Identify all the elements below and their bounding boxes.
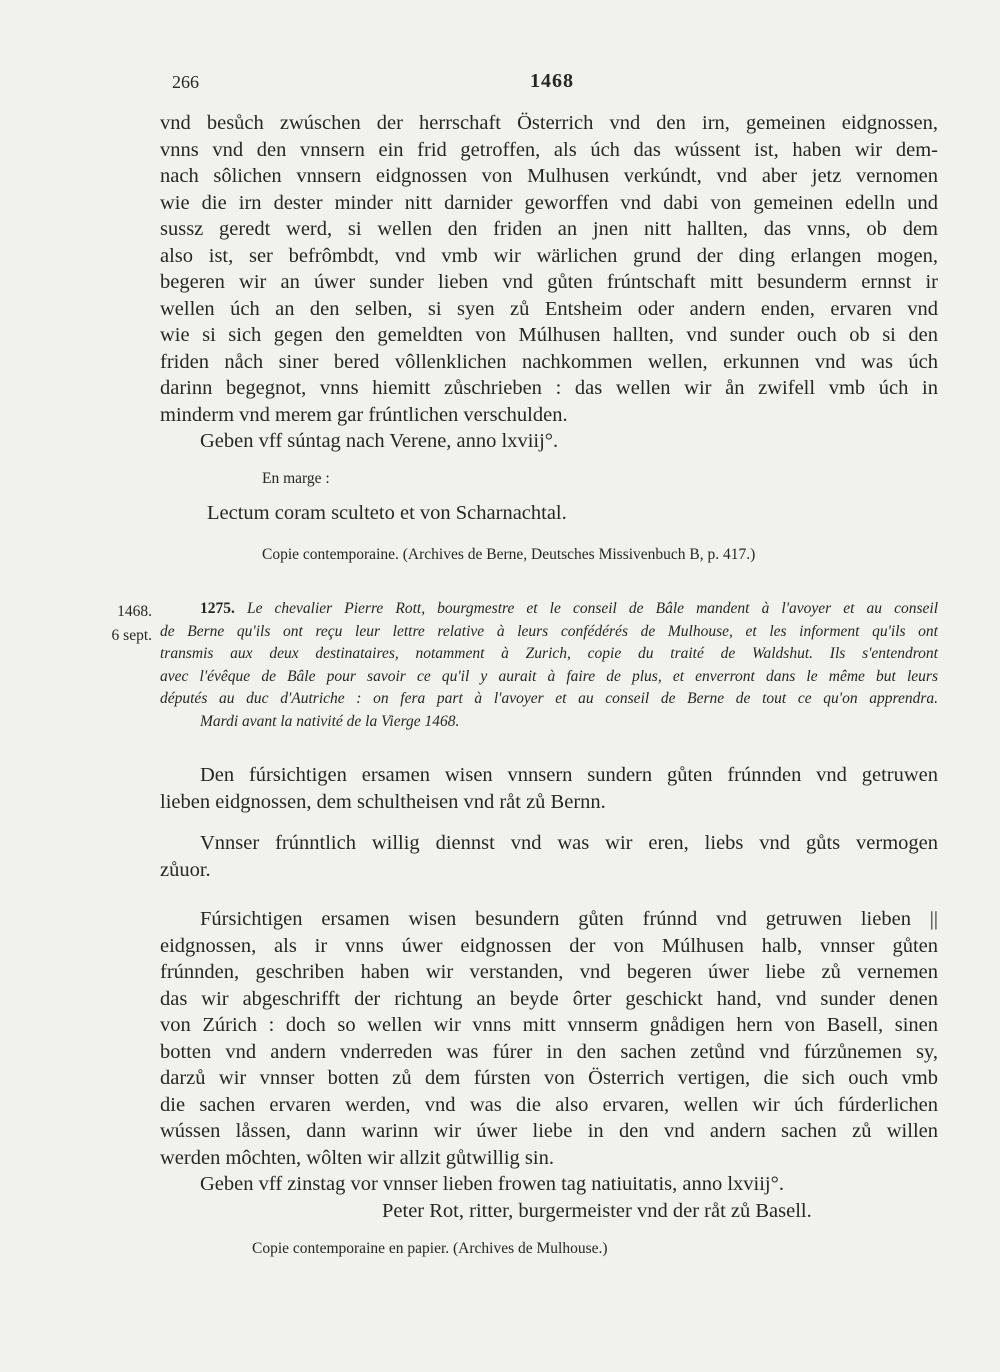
text-line: darinn begegnot, vnns hiemitt zůschrieben : das wellen wir ån zwifell vmb úch in — [160, 377, 938, 399]
text-line: werden môchten, wôlten wir allzit gůtwillig sin. — [160, 1146, 554, 1169]
letter2-signature: Peter Rot, ritter, burgermeister vnd der råt zů Basell. — [382, 1199, 812, 1222]
text-line: vnns vnd den vnnsern ein frid getroffen, als úch das wússent ist, haben wir dem- — [160, 138, 938, 161]
page-number: 266 — [172, 72, 199, 92]
entry-number: 1275. — [200, 600, 235, 617]
summary-line: avec l'évêque de Bâle pour savoir ce qu'il y aurait à faire de plus, et enverront dans le même but leurs — [160, 667, 938, 685]
text-line: botten vnd andern vnderreden was fúrer in den sachen zetůnd vnd fúrzůnemen sy, — [160, 1040, 938, 1063]
text-line: zůuor. — [160, 858, 211, 881]
text-line: das wir abgeschrifft der richtung an beyde ôrter geschickt hand, vnd sunder denen — [160, 987, 938, 1010]
marge-label: En marge : — [262, 470, 330, 487]
letter2-address — [160, 762, 938, 815]
text-line: wie si sich gegen den gemeldten von Múlhusen hallten, vnd sunder ouch ob si den — [160, 324, 938, 346]
summary-line: députés au duc d'Autriche : on fera part à l'avoyer et au conseil de Berne de tout ce qu'on apprendra. — [160, 690, 938, 707]
text-line: die sachen ervaren werden, vnd was die also ervaren, wellen wir úch fúrderlichen — [160, 1093, 938, 1116]
summary-line: de Berne qu'ils ont reçu leur lettre relative à leurs confédérés de Mulhouse, et les informent qu'ils ont — [160, 622, 938, 640]
summary-line: Le chevalier Pierre Rott, bourgmestre et le conseil de Bâle mandent à l'avoyer et au conseil — [246, 600, 938, 617]
letter1-date-line: Geben vff súntag nach Verene, anno lxviij°. — [200, 430, 559, 452]
text-line: friden nåch siner bered vôllenklichen nachkommen wellen, erkunnen vnd was úch — [160, 350, 938, 373]
letter2-source: Copie contemporaine en papier. (Archives de Mulhouse.) — [252, 1240, 608, 1257]
text-line: von Zúrich : doch so wellen wir vnns mitt vnnserm gnådigen hern von Basell, sinen — [160, 1014, 938, 1036]
text-line: minderm vnd merem gar frúntlichen verschulden. — [160, 403, 568, 426]
margin-note — [86, 600, 152, 648]
letter1-body — [160, 110, 938, 455]
summary-line-first — [160, 598, 938, 621]
margin-date: 6 sept. — [111, 627, 152, 644]
text-line: wússen låssen, dann warinn wir úwer liebe in den vnd andern sachen zů willen — [160, 1120, 938, 1142]
text-line: wellen úch an den selben, si syen zů Entsheim oder andern enden, ervaren vnd — [160, 297, 938, 320]
year-heading: 1468 — [530, 70, 574, 92]
letter2-greeting — [160, 830, 938, 883]
letter2-date-line: Geben vff zinstag vor vnnser lieben frowen tag natiuitatis, anno lxviij°. — [200, 1173, 784, 1195]
text-line: Vnnser frúnntlich willig diennst vnd was wir eren, liebs vnd gůts vermogen — [200, 832, 938, 854]
text-line: begeren wir an úwer sunder lieben vnd gůten frúntschaft mitt besunderm ernnst ir — [160, 271, 938, 293]
text-line: sussz geredt werd, si wellen den friden an jnen nitt hallten, das vnns, ob dem — [160, 218, 938, 240]
text-line: Den fúrsichtigen ersamen wisen vnnsern sundern gůten frúnnden vnd getruwen — [200, 764, 938, 786]
text-line: eidgnossen, als ir vnns úwer eidgnossen der von Múlhusen halb, vnnser gůten — [160, 934, 938, 957]
text-line: Fúrsichtigen ersamen wisen besundern gůten frúnnd vnd getruwen lieben || — [200, 908, 938, 930]
marge-text: Lectum coram sculteto et von Scharnachtal. — [207, 502, 567, 524]
text-line: darzů wir vnnser botten zů dem fúrsten von Österrich vertigen, die sich ouch vmb — [160, 1067, 938, 1089]
margin-year: 1468. — [117, 603, 152, 620]
text-line: wie die irn dester minder nitt darnider geworffen vnd dabi von gemeinen edelln und — [160, 191, 938, 214]
text-line: also ist, ser befrômbdt, vnd vmb wir wärlichen grund der ding erlangen mogen, — [160, 244, 938, 267]
text-line: lieben eidgnossen, dem schultheisen vnd råt zů Bernn. — [160, 790, 606, 813]
letter1-source: Copie contemporaine. (Archives de Berne, Deutsches Missivenbuch B, p. 417.) — [262, 546, 756, 563]
entry-summary — [160, 598, 938, 733]
text-line: nach sôlichen vnnsern eidgnossen von Mulhusen verkúndt, vnd aber jetz vernomen — [160, 165, 938, 187]
letter2-body — [160, 906, 938, 1224]
text-line: frúnnden, geschriben haben wir verstanden, vnd begeren úwer liebe zů vernemen — [160, 961, 938, 983]
entry-date: Mardi avant la nativité de la Vierge 1468. — [200, 712, 460, 730]
text-line: vnd besůch zwúschen der herrschaft Österrich vnd den irn, gemeinen eidgnossen, — [160, 112, 938, 134]
summary-line: transmis aux deux destinataires, notamment à Zurich, copie du traité de Waldshut. Ils s'entendront — [160, 645, 938, 662]
page-header — [172, 72, 932, 102]
